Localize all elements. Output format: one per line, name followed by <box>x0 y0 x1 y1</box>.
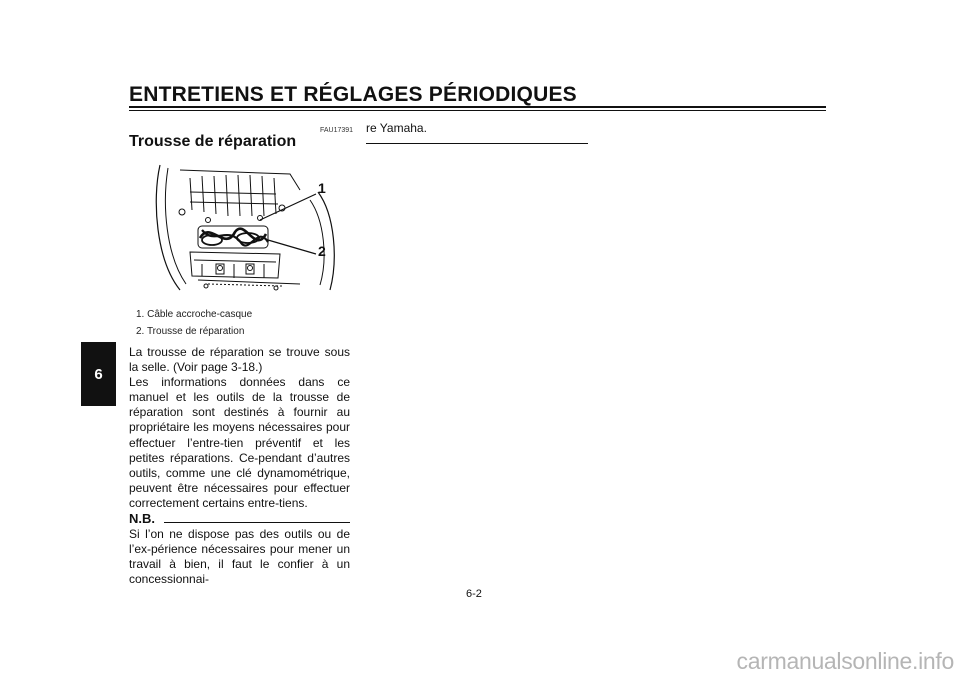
body-paragraph-2: Les informations données dans ce manuel et les outils de la trousse de réparation sont destinés à fournir au propriétaire les moyens nécessaires pour effectuer l’entre-tien préventif et les petites réparations. Ce-pendant d’autres outils, comme une clé dynamométrique, peuvent être nécessaires pour effectuer correctement certains entre-tiens. <box>129 375 350 510</box>
chapter-number: 6 <box>94 365 103 383</box>
section-title: Trousse de réparation <box>129 133 297 150</box>
caption-repair-kit: 2. Trousse de réparation <box>136 326 245 337</box>
chapter-tab <box>81 342 116 406</box>
watermark: carmanualsonline.info <box>736 648 954 674</box>
reference-code: FAU17391 <box>320 127 354 134</box>
body-paragraph-1: La trousse de réparation se trouve sous la selle. (Voir page 3-18.) <box>129 345 350 375</box>
page-number: 6-2 <box>466 588 482 600</box>
note-paragraph: Si l’on ne dispose pas des outils ou de l’ex-périence nécessaires pour mener un travail à bien, il faut le confier à un concessionnai- <box>129 527 350 587</box>
callout-1: 1 <box>318 180 326 196</box>
callout-2: 2 <box>318 243 326 259</box>
note-rule <box>164 522 350 523</box>
note-label: N.B. <box>129 511 155 526</box>
note-end-rule <box>366 143 588 144</box>
page-title: ENTRETIENS ET RÉGLAGES PÉRIODIQUES <box>129 83 577 106</box>
title-rule <box>129 106 826 108</box>
repair-kit-illustration <box>150 160 340 298</box>
note-text <box>129 527 350 587</box>
note-continuation: re Yamaha. <box>366 121 427 135</box>
caption-helmet-cable: 1. Câble accroche-casque <box>136 309 253 320</box>
body-text <box>129 345 350 511</box>
title-rule-thin <box>129 110 826 111</box>
